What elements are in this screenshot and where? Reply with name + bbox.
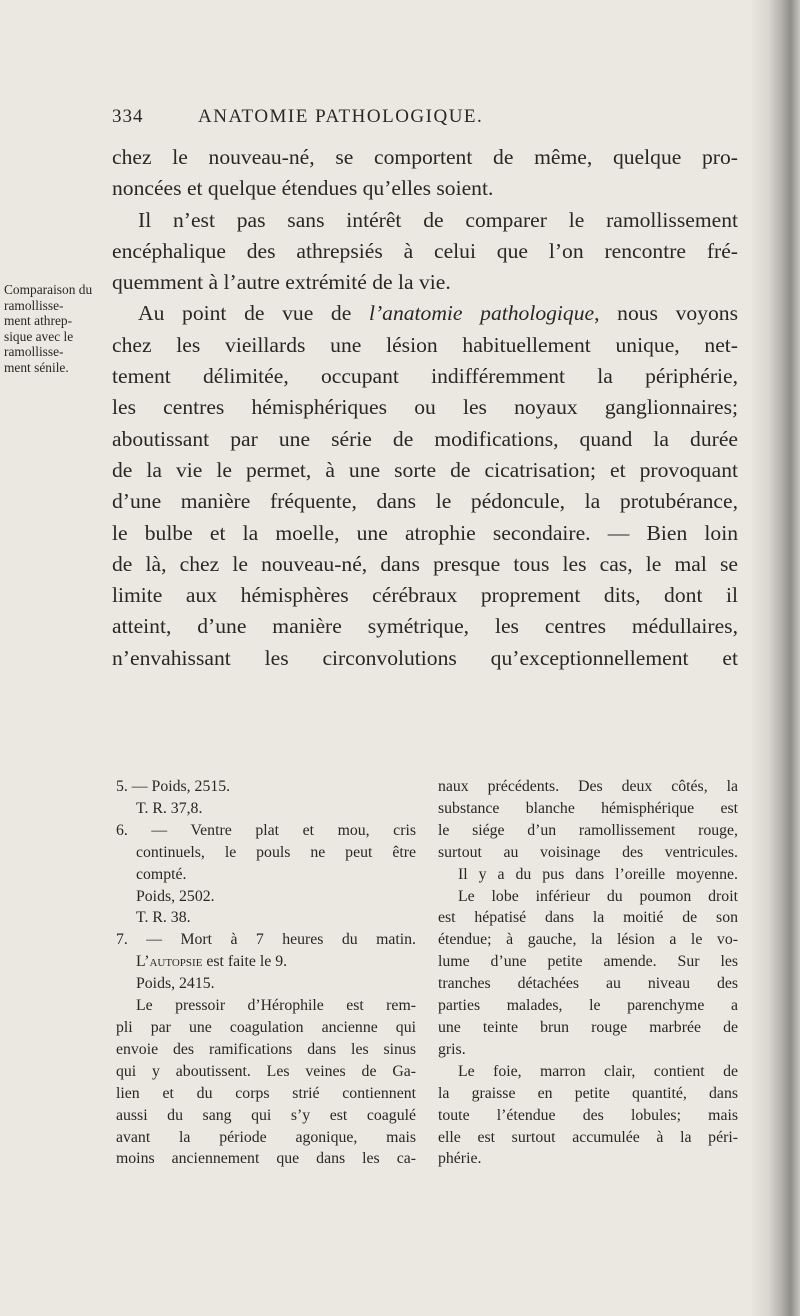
page-number: 334 (112, 106, 144, 127)
text-line: tement délimitée, occupant indifféremment la périphérie, (112, 364, 738, 389)
text-line-italic: Au point de vue de l’anatomie pathologique, nous voyons (138, 301, 738, 326)
text-line: chez les vieillards une lésion habituellement unique, net- (112, 332, 738, 357)
col-line: Poids, 2502. (136, 887, 215, 905)
book-spine-shadow (752, 0, 800, 1316)
text-line: d’une manière fréquente, dans le pédoncule, la protubérance, (112, 489, 738, 514)
col-line: substance blanche hémisphérique est (438, 799, 738, 817)
running-title: ANATOMIE PATHOLOGIQUE. (198, 106, 484, 127)
col-line: Le foie, marron clair, contient de (458, 1062, 738, 1080)
col-line: lume d’une petite amende. Sur les (438, 953, 738, 971)
margin-note-line: sique avec le (4, 328, 74, 344)
text-line: encéphalique des athrepsiés à celui que l’on rencontre fré- (112, 238, 738, 263)
col-line: une teinte brun rouge marbrée de (438, 1018, 738, 1036)
text-line: le bulbe et la moelle, une atrophie secondaire. — Bien loin (112, 520, 738, 545)
col-line: envoie des ramifications dans les sinus (116, 1040, 416, 1058)
col-line: Il y a du pus dans l’oreille moyenne. (458, 865, 738, 883)
text-line: Il n’est pas sans intérêt de comparer le ramollissement (138, 207, 738, 232)
col-line: elle est surtout accumulée à la péri- (438, 1128, 738, 1146)
col-line: gris. (438, 1040, 466, 1058)
col-line: phérie. (438, 1150, 482, 1168)
col-line: est hépatisé dans la moitié de son (438, 909, 738, 927)
col-line: lien et du corps strié contiennent (116, 1084, 416, 1102)
col-line: moins anciennement que dans les ca- (116, 1150, 416, 1168)
col-line: Le pressoir d’Hérophile est rem- (136, 997, 416, 1015)
text-line: limite aux hémisphères cérébraux proprement dits, dont il (112, 583, 738, 608)
text-line: de là, chez le nouveau-né, dans presque tous les cas, le mal se (112, 551, 738, 576)
margin-note (4, 282, 104, 376)
margin-note-line: ramollisse- (4, 344, 64, 360)
col-line: 5. — Poids, 2515. (116, 778, 231, 795)
col-line: aussi du sang qui s’y est coagulé (116, 1106, 416, 1124)
text-line: de la vie le permet, à une sorte de cicatrisation; et provoquant (112, 457, 738, 482)
text-line: les centres hémisphériques ou les noyaux ganglionnaires; (112, 395, 738, 420)
text-line: chez le nouveau-né, se comportent de même, quelque pro- (112, 145, 738, 169)
col-line: Poids, 2415. (136, 975, 215, 993)
col-line: 7. — Mort à 7 heures du matin. (116, 931, 416, 949)
text-line: atteint, d’une manière symétrique, les centres médullaires, (112, 614, 738, 639)
italic-term: l’anatomie pathologique (368, 301, 595, 326)
col-line: avant la période agonique, mais (116, 1128, 416, 1146)
col-line: le siége d’un ramollissement rouge, (438, 821, 738, 839)
margin-note-line: Comparaison du (4, 282, 93, 297)
margin-note-line: ment sénile. (4, 359, 69, 375)
main-text (112, 142, 738, 674)
col-line: tranches détachées au niveau des (438, 975, 738, 993)
col-line: surtout au voisinage des ventricules. (438, 843, 738, 861)
col-line: la graisse en petite quantité, dans (438, 1084, 738, 1102)
col-line: T. R. 38. (136, 909, 191, 927)
col-line: toute l’étendue des lobules; mais (438, 1106, 738, 1124)
col-line: continuels, le pouls ne peut être (136, 843, 416, 861)
margin-note-line: ment athrep- (4, 313, 73, 329)
col-line: Le lobe inférieur du poumon droit (458, 887, 738, 905)
col-line: naux précédents. Des deux côtés, la (438, 778, 738, 795)
text-line: noncées et quelque étendues qu’elles soient. (112, 176, 494, 201)
text-line: n’envahissant les circonvolutions qu’exceptionnellement et (112, 645, 738, 670)
text-line: quemment à l’autre extrémité de la vie. (112, 270, 451, 295)
col-line: pli par une coagulation ancienne qui (116, 1018, 416, 1036)
col-line: T. R. 37,8. (136, 799, 203, 817)
col-line: parties malades, le parenchyme a (438, 997, 738, 1015)
col-line: étendue; à gauche, la lésion a le vo- (438, 931, 738, 949)
col-line: compté. (136, 865, 187, 883)
col-line: 6. — Ventre plat et mou, cris (116, 821, 416, 839)
margin-note-line: ramollisse- (4, 297, 64, 313)
left-column (116, 776, 416, 1170)
right-column (438, 776, 738, 1170)
text-line: aboutissant par une série de modifications, quand la durée (112, 426, 738, 451)
col-line: qui y aboutissent. Les veines de Ga- (116, 1062, 416, 1080)
small-caps-term: L’autopsie (136, 953, 203, 971)
col-line-autopsie: L’autopsie est faite le 9. (136, 953, 288, 971)
